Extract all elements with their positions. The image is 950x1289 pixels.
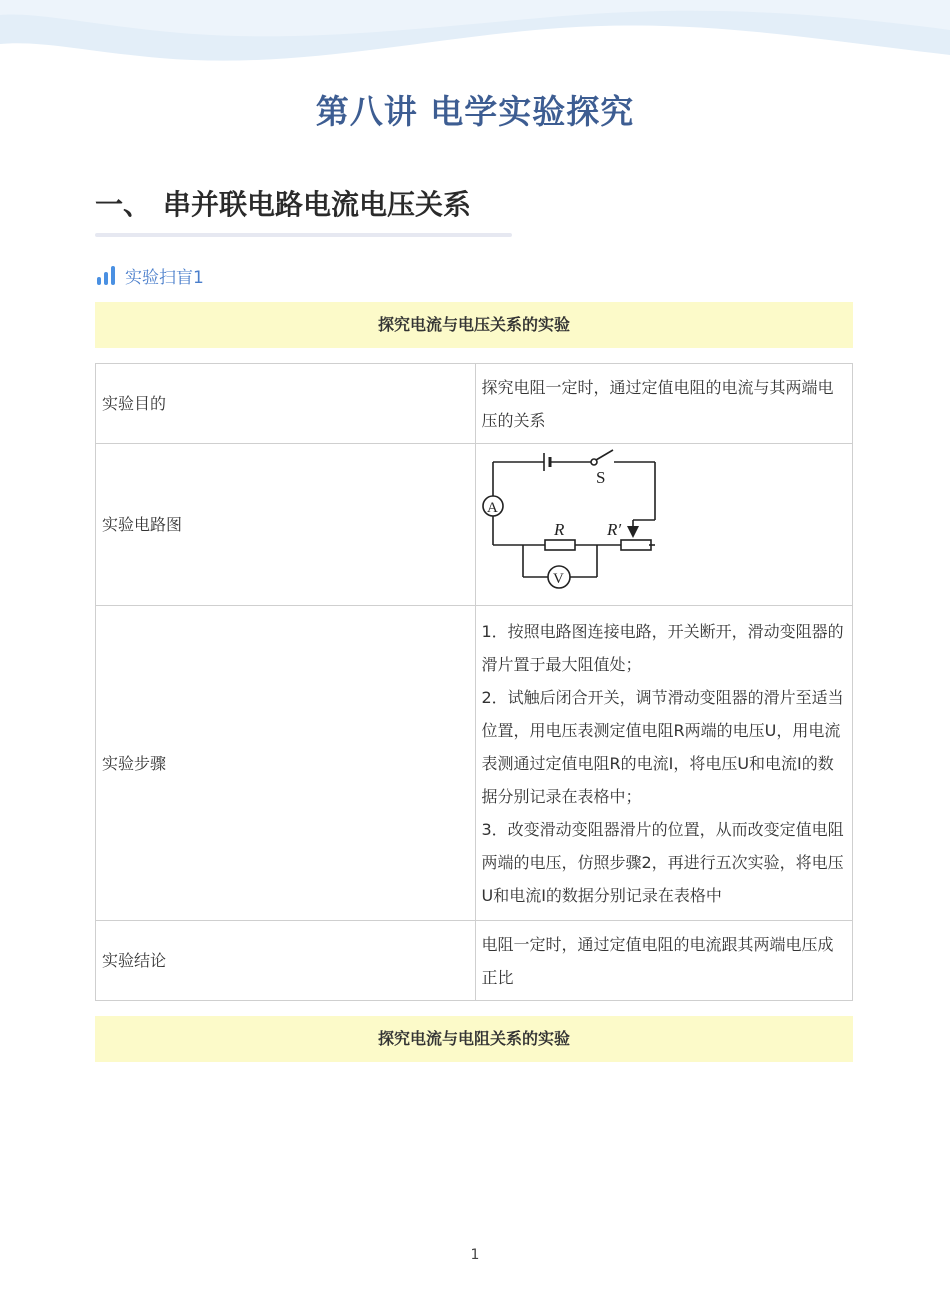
rheostat-symbol [621,540,651,550]
subsection-heading [97,262,204,288]
row-key: 实验结论 [96,921,476,1001]
ammeter-label: A [486,500,498,516]
section-number: 一、 [95,188,152,221]
switch-blade [596,450,613,460]
resistor-symbol [545,540,575,550]
step-text: 2．试触后闭合开关，调节滑动变阻器的滑片至适当位置，用电压表测定值电阻R两端的电压U，用电流表测通过定值电阻R的电流I，将电压U和电流I的数据分别记录在表格中； [481,687,844,806]
switch-label: S [595,468,605,487]
row-key: 实验步骤 [96,606,476,921]
row-value: 探究电阻一定时，通过定值电阻的电流与其两端电压的关系 [475,364,853,444]
table-row [96,444,853,606]
experiment1-table [95,363,853,1001]
page-title: 第八讲 电学实验探究 [315,92,635,131]
row-value [475,606,853,921]
table-row [96,606,853,921]
page-number: 1 [470,1247,480,1263]
circuit-diagram [476,444,842,594]
step-text: 3．改变滑动变阻器滑片的位置，从而改变定值电阻两端的电压，仿照步骤2，再进行五次实验，将电压U和电流I的数据分别记录在表格中 [481,819,844,905]
slider-arrow-icon [627,526,639,538]
table-row [96,921,853,1001]
signal-bars-icon [97,265,115,285]
row-key: 实验电路图 [96,444,476,606]
subsection-label: 实验扫盲1 [125,267,204,288]
rheostat-label: R′ [606,520,621,539]
section-underline [95,233,512,237]
row-key: 实验目的 [96,364,476,444]
resistor-label: R [553,520,564,539]
section-title: 串并联电路电流电压关系 [163,188,472,221]
experiment1-title: 探究电流与电压关系的实验 [95,302,853,348]
experiment2-title: 探究电流与电阻关系的实验 [95,1016,853,1062]
section-heading [95,183,471,223]
table-row [96,364,853,444]
row-value: 电阻一定时，通过定值电阻的电流跟其两端电压成正比 [475,921,853,1001]
circuit-diagram-cell [475,444,853,606]
header-wave-decoration [0,0,950,80]
voltmeter-label: V [552,571,564,587]
step-text: 1．按照电路图连接电路，开关断开，滑动变阻器的滑片置于最大阻值处； [481,621,844,674]
